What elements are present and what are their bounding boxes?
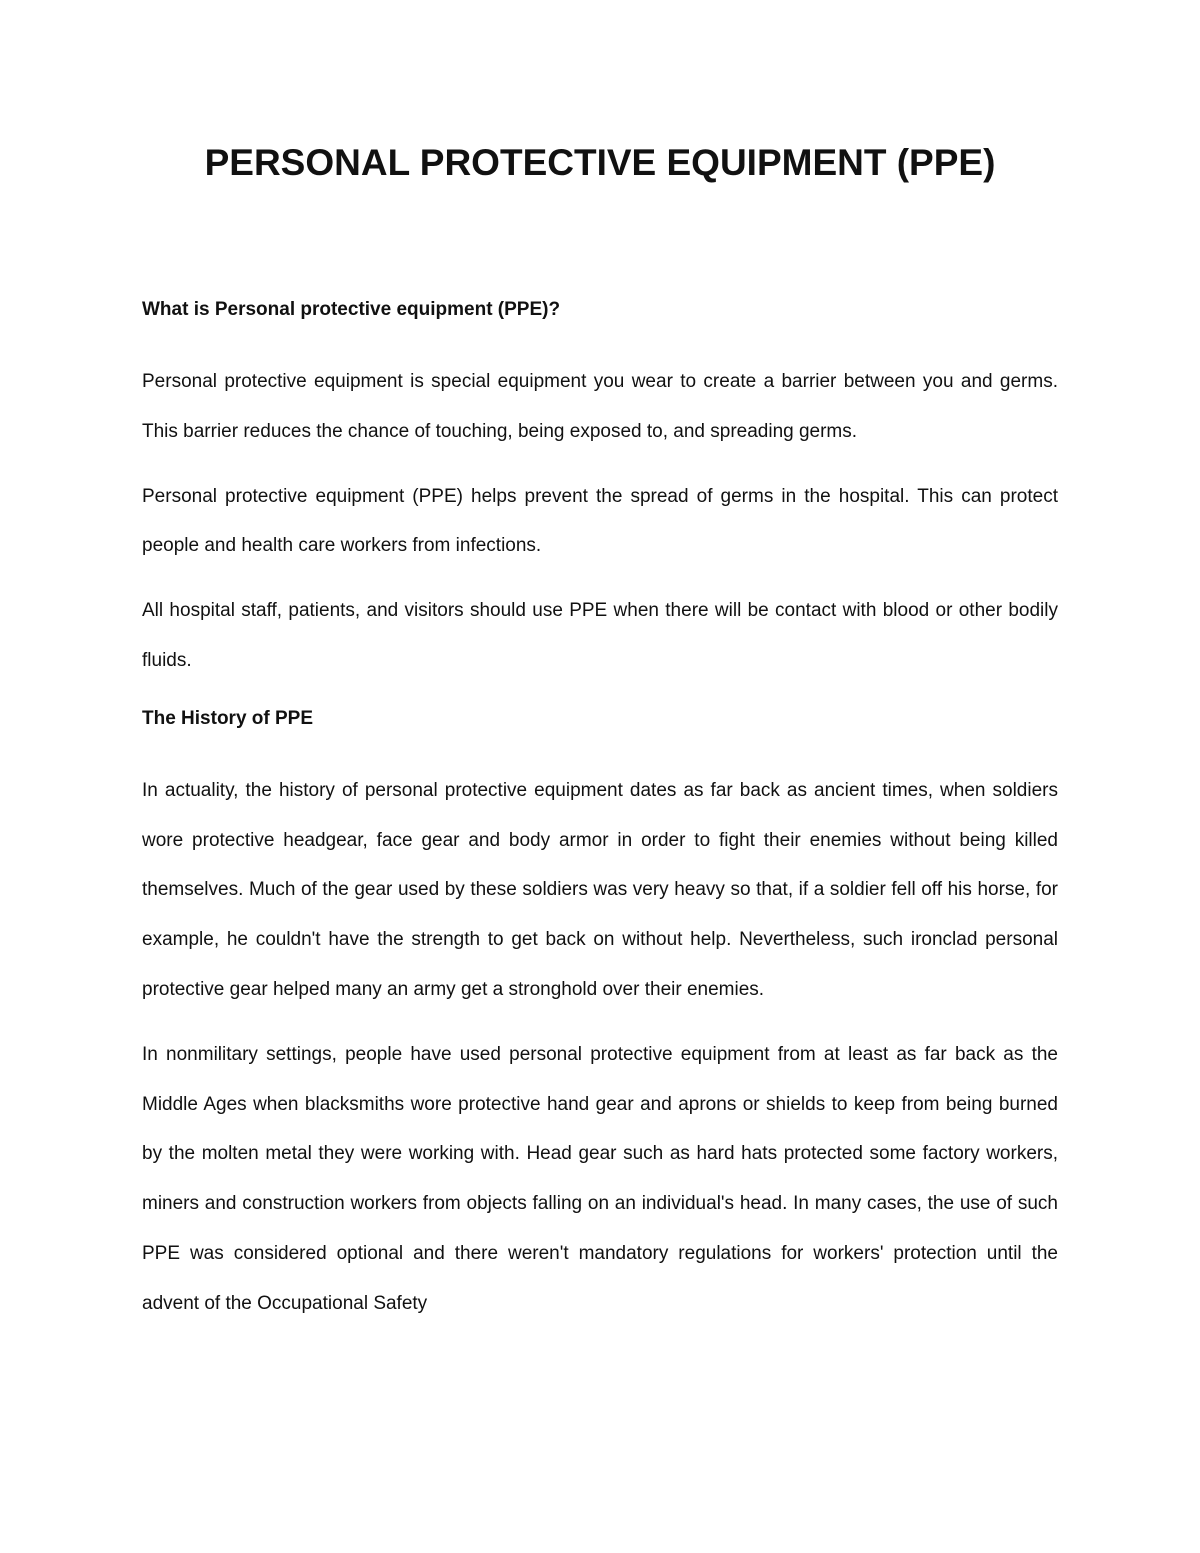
paragraph: Personal protective equipment (PPE) helps prevent the spread of germs in the hospital. This can protect people and health care workers from infections. (142, 485, 1058, 557)
document-title: PERSONAL PROTECTIVE EQUIPMENT (PPE) (204, 142, 996, 183)
document-body (142, 292, 1058, 1329)
paragraph: In nonmilitary settings, people have used personal protective equipment from at least as far back as the Middle Ages when blacksmiths wore protective hand gear and aprons or shields to keep from being burned by the molten metal they were working with. Head gear such as hard hats protected some factory workers, miners and construction workers from objects falling on an individual's head. In many cases, the use of such PPE was considered optional and there weren't mandatory regulations for workers' protection until the advent of the Occupational Safety (142, 1043, 1058, 1314)
paragraph: In actuality, the history of personal protective equipment dates as far back as ancient times, when soldiers wore protective headgear, face gear and body armor in order to fight their enemies without being killed themselves. Much of the gear used by these soldiers was very heavy so that, if a soldier fell off his horse, for example, he couldn't have the strength to get back on without help. Nevertheless, such ironclad personal protective gear helped many an army get a stronghold over their enemies. (142, 779, 1058, 1000)
section-heading-what-is-ppe: What is Personal protective equipment (PPE)? (142, 299, 561, 320)
section-heading-history-of-ppe: The History of PPE (142, 707, 314, 729)
paragraph: All hospital staff, patients, and visitors should use PPE when there will be contact with blood or other bodily fluids. (142, 600, 1058, 671)
paragraph: Personal protective equipment is special equipment you wear to create a barrier between you and germs. This barrier reduces the chance of touching, being exposed to, and spreading germs. (142, 371, 1058, 442)
